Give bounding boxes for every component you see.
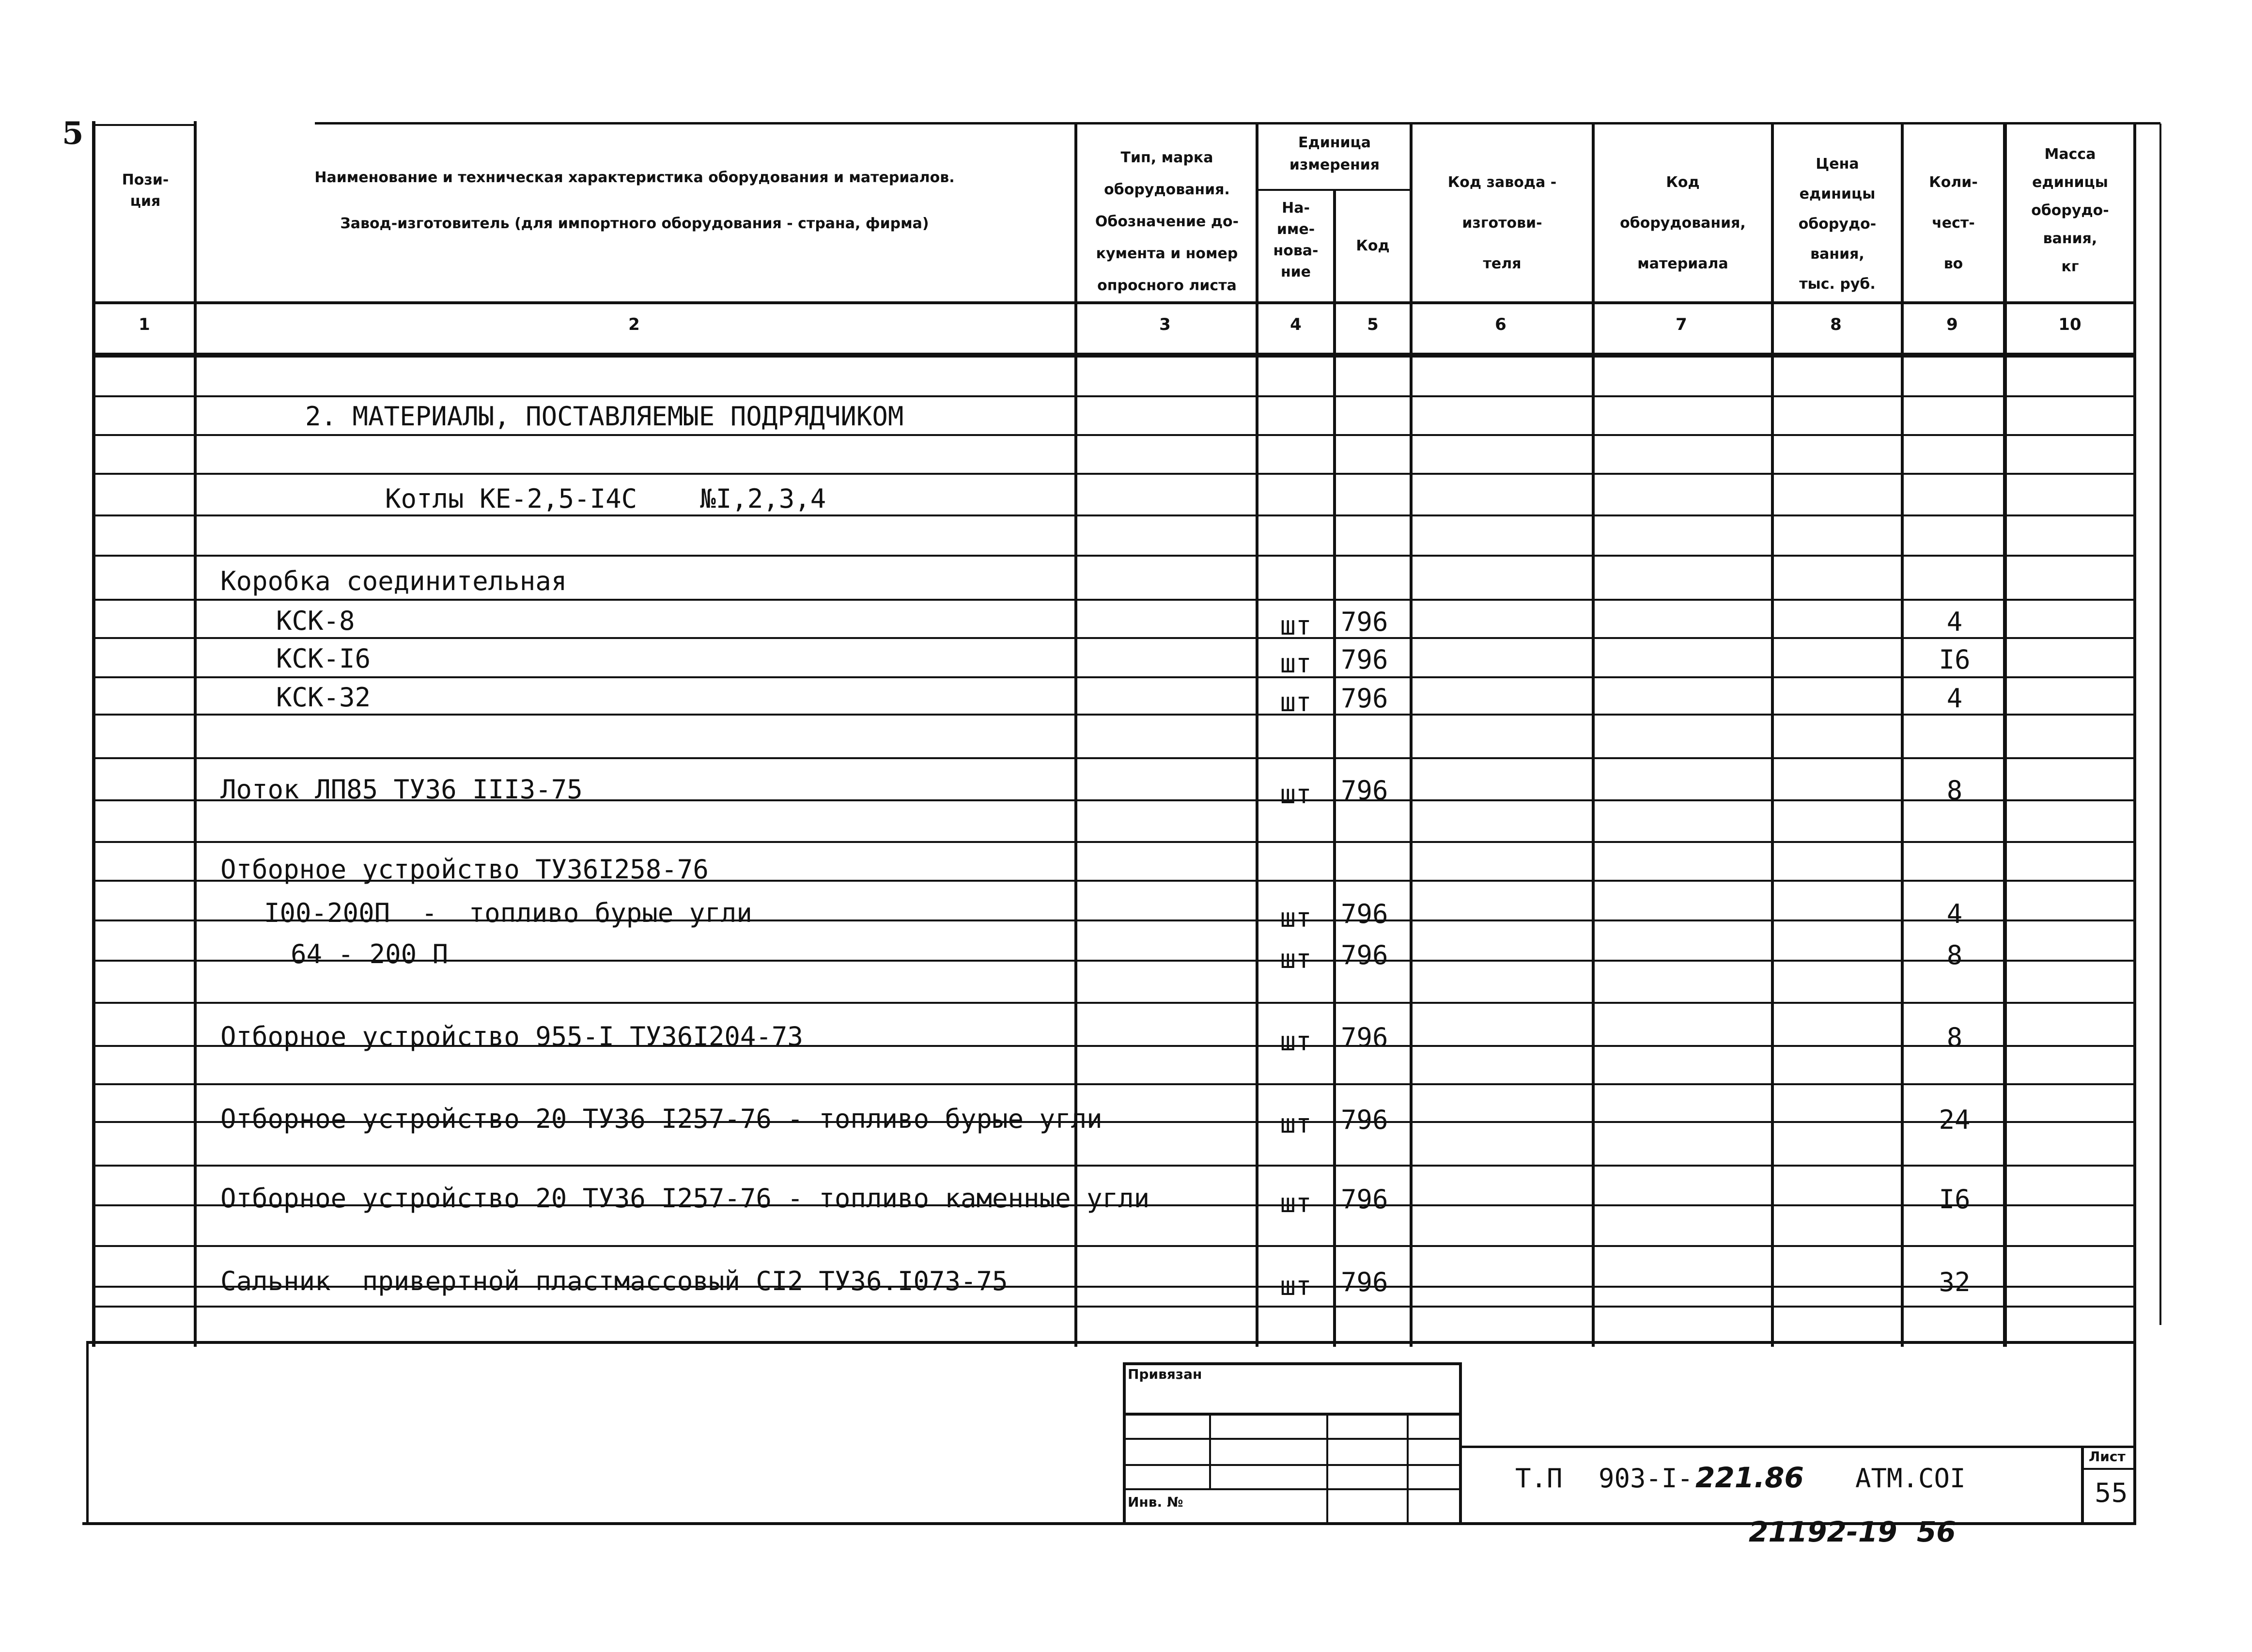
col-divider-2 [1074,124,1077,1347]
row-quantity: 32 [1939,1267,1971,1297]
row-quantity: 8 [1946,775,1963,806]
row-line [92,434,2136,436]
sheet-box-divider [2081,1468,2136,1470]
stamp-box-col-2 [1326,1414,1328,1524]
row-item-name: Котлы КЕ-2,5-I4С №I,2,3,4 [385,483,826,514]
row-unit-code: 796 [1341,683,1388,714]
row-item-name: КСК-8 [276,606,355,636]
stamp-right-border [2133,1341,2136,1525]
row-unit-code: 796 [1341,1105,1388,1135]
row-item-name: Коробка соединительная [220,566,567,596]
row-item-name: Отборное устройство 20 ТУ36 I257-76 - топливо бурые угли [220,1104,1103,1134]
stamp-box-line-1 [1123,1413,1462,1416]
row-item-name: Отборное устройство 20 ТУ36 I257-76 - топливо каменные угли [220,1183,1150,1214]
header-mass: Масса единицы оборудо- вания, кг [2031,146,2109,275]
row-quantity: 8 [1946,940,1963,970]
outer-right-edge [2159,124,2161,1325]
row-line [92,473,2136,475]
header-name-line2: Завод-изготовитель (для импортного оборудования - страна, фирма) [340,215,929,232]
column-number: 3 [1159,315,1171,334]
row-item-name: Отборное устройство 955-I ТУ36I204-73 [220,1021,803,1052]
col-divider-3 [1256,124,1258,1347]
title-block-top [1462,1446,2136,1448]
row-line [92,714,2136,716]
row-item-name: КСК-I6 [276,643,371,674]
row-item-name: КСК-32 [276,682,371,713]
row-line [92,757,2136,759]
sheet-number: 55 [2095,1478,2128,1508]
row-unit: шт [1280,687,1312,717]
row-unit: шт [1280,1026,1312,1057]
row-unit: шт [1280,648,1312,679]
row-quantity: 4 [1946,899,1963,929]
col-divider-5 [1410,124,1413,1347]
row-unit-code: 796 [1341,644,1388,675]
stamp-box-line-4 [1123,1488,1462,1490]
stamp-box-left [1123,1362,1126,1524]
header-type: Тип, марка оборудования. Обозначение до- кумента и номер опросного листа [1095,149,1239,294]
table-border-right [2133,124,2136,1347]
row-unit: шт [1280,610,1312,641]
row-item-name: 64 - 200 П [291,939,449,969]
header-unit-code: Код [1356,237,1390,254]
row-unit: шт [1280,944,1312,974]
row-unit: шт [1280,1108,1312,1139]
doc-handwritten-number: 221.86 [1695,1461,1804,1494]
header-equip-code: Код оборудования, материала [1620,174,1746,272]
col-divider-7 [1771,124,1774,1347]
row-line [92,1083,2136,1085]
row-item-name: I00-200П - топливо бурые угли [264,898,752,928]
bottom-handwritten-number: 21192-19 56 [1749,1515,1956,1548]
header-name-line1: Наименование и техническая характеристика оборудования и материалов. [314,169,955,186]
col-divider-8 [1901,124,1904,1347]
column-number: 1 [139,315,150,334]
row-unit-code: 796 [1341,899,1388,929]
table-top-border [315,122,2160,125]
column-number: 4 [1290,315,1302,334]
row-line [92,637,2136,639]
row-unit-code: 796 [1341,1184,1388,1215]
stamp-box-right [1459,1362,1462,1524]
bound-label: Привязан [1128,1366,1202,1382]
row-line [92,676,2136,678]
row-line [92,356,2136,358]
header-unit-group: Единица измерения [1289,134,1380,173]
page-corner-mark: 5 [62,115,84,152]
row-quantity: 24 [1939,1105,1971,1135]
stamp-top-border [87,1341,2136,1344]
unit-group-divider [1256,189,1413,191]
row-quantity: I6 [1939,1184,1971,1215]
row-line [92,555,2136,557]
stamp-box-line-3 [1123,1464,1462,1466]
row-unit-code: 796 [1341,1267,1388,1297]
header-quantity: Коли- чест- во [1929,174,1978,272]
col-divider-6 [1592,124,1595,1347]
stamp-box-col-1 [1209,1414,1211,1489]
row-line [92,514,2136,516]
column-number: 6 [1495,315,1507,334]
row-line [92,599,2136,601]
row-quantity: 4 [1946,683,1963,714]
row-line [92,1002,2136,1004]
table-top-border-left [92,124,194,126]
row-item-name: Отборное устройство ТУ36I258-76 [220,854,709,885]
doc-code: АТМ.COI [1855,1463,1966,1494]
doc-prefix: Т.П [1515,1463,1563,1494]
row-unit-code: 796 [1341,607,1388,637]
row-unit: шт [1280,1271,1312,1301]
header-maker-code: Код завода - изготови- теля [1447,174,1557,272]
row-item-name: Сальник привертной пластмассовый СI2 ТУ36.I073-75 [220,1266,1008,1296]
row-unit-code: 796 [1341,940,1388,970]
column-number: 7 [1676,315,1687,334]
sheet-label: Лист [2089,1449,2126,1465]
row-unit: шт [1280,779,1312,810]
row-line [92,1306,2136,1308]
row-line [92,395,2136,397]
row-unit: шт [1280,903,1312,933]
header-position: Пози- ция [122,171,169,210]
row-quantity: 4 [1946,607,1963,637]
stamp-box-line-2 [1123,1438,1462,1440]
row-line [92,841,2136,843]
col-divider-9 [2003,124,2007,1347]
stamp-left-border [86,1341,89,1525]
row-quantity: I6 [1939,644,1971,675]
row-item-name: Лоток ЛП85 ТУ36 III3-75 [220,774,583,805]
row-quantity: 8 [1946,1022,1963,1053]
column-number: 5 [1367,315,1379,334]
row-line [92,1165,2136,1167]
doc-series: 903-I- [1599,1463,1693,1494]
col-divider-1 [194,121,197,1347]
header-price: Цена единицы оборудо- вания, тыс. руб. [1798,156,1877,293]
stamp-box-col-3 [1407,1414,1409,1524]
column-number: 9 [1946,315,1958,334]
row-unit: шт [1280,1188,1312,1218]
column-number: 2 [628,315,640,334]
table-border-left [92,121,95,1347]
inventory-label: Инв. № [1128,1494,1183,1510]
row-line [92,1245,2136,1247]
row-unit-code: 796 [1341,775,1388,806]
header-unit-name: На- име- нова- ние [1273,200,1319,281]
col-divider-4 [1333,190,1336,1347]
column-number: 10 [2058,315,2081,334]
stamp-box-top [1123,1362,1462,1365]
column-number: 8 [1830,315,1842,334]
row-item-name: 2. МАТЕРИАЛЫ, ПОСТАВЛЯЕМЫЕ ПОДРЯДЧИКОМ [305,401,904,432]
row-unit-code: 796 [1341,1022,1388,1053]
sheet-box-left [2081,1446,2084,1524]
